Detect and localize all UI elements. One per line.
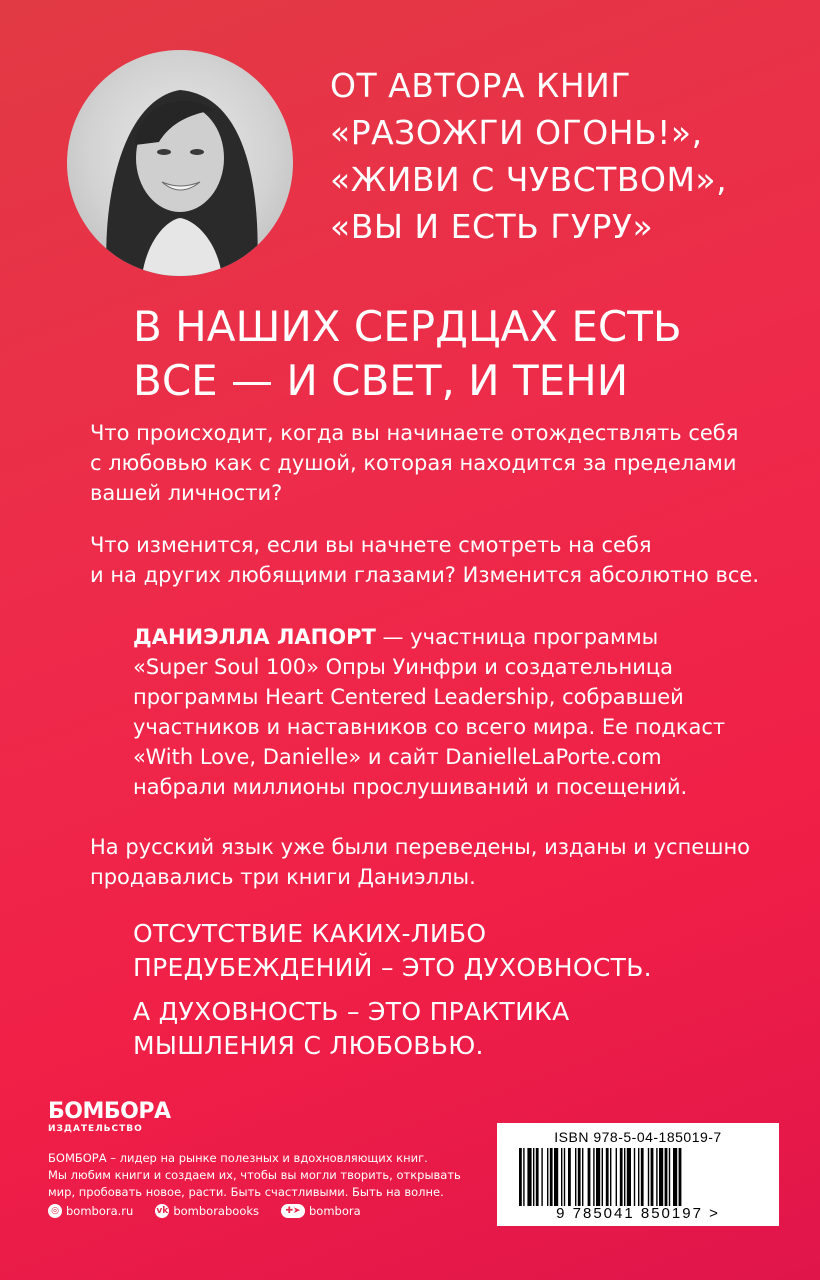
quote-1 [133,917,793,985]
barcode-bar [606,1148,609,1206]
barcode-bar [541,1148,542,1206]
barcode-bar [620,1148,623,1206]
paragraph-line: вашей личности? [90,481,283,505]
barcode-bar [656,1148,657,1206]
barcode-bar [651,1148,654,1206]
barcode-bar [673,1148,677,1206]
barcode-bar [669,1148,670,1206]
paragraph-line: и на других любящими глазами? Изменится абсолютно все. [90,563,760,587]
paragraph-line: Что изменится, если вы начнете смотреть на себя [90,533,652,557]
barcode-bar [519,1148,522,1206]
bio-line: «Super Soul 100» Опры Уинфри и создательница [133,655,674,679]
quote-line: А ДУХОВНОСТЬ – ЭТО ПРАКТИКА [133,997,570,1026]
barcode-bar [627,1148,631,1206]
publisher-description-line: мир, пробовать новое, расти. Быть счастливыми. Быть на волне. [48,1185,444,1199]
author-name: ДАНИЭЛЛА ЛАПОРТ [133,625,376,649]
bio-line: программы Heart Centered Leadership, собравшей [133,685,684,709]
barcode-image [519,1148,757,1206]
paragraph-line: На русский язык уже были переведены, изданы и успешно [90,835,751,859]
author-bio [133,622,793,802]
barcode-bar [665,1148,668,1206]
barcode-bar [648,1148,649,1206]
barcode-bar [634,1148,635,1206]
paragraph-line: Что происходит, когда вы начинаете отождествлять себя [90,421,739,445]
barcode-bar [582,1148,583,1206]
tagline-line: ВСЕ — И СВЕТ, И ТЕНИ [133,356,629,405]
barcode-bar [659,1148,663,1206]
tagline-line: В НАШИХ СЕРДЦАХ ЕСТЬ [133,302,682,351]
author-portrait-image [67,50,293,276]
headline-line: ОТ АВТОРА КНИГ [330,66,631,105]
barcode-bar [596,1148,600,1206]
intro-paragraph-2 [90,530,780,590]
quote-line: ПРЕДУБЕЖДЕНИЙ – ЭТО ДУХОВНОСТЬ. [133,953,652,982]
barcode-bar [568,1148,571,1206]
barcode-bar [679,1148,682,1206]
barcode-bar [561,1148,562,1206]
bio-line: участников и наставников со всего мира. Ее подкаст [133,715,726,739]
barcode-bar [588,1148,591,1206]
headline-line: «ЖИВИ С ЧУВСТВОМ», [330,160,728,199]
telegram-icon: ✚➤ [281,1204,305,1218]
social-label: bombora [309,1204,361,1218]
isbn-number: ISBN 978-5-04-185019-7 [554,1129,722,1145]
bio-line-rest: — участница программы [375,625,659,649]
social-link-site[interactable] [48,1203,133,1219]
instagram-icon: ◎ [48,1204,62,1218]
social-label: bomborabooks [173,1204,259,1218]
barcode-bar [616,1148,617,1206]
bio-line: «With Love, Danielle» и сайт DanielleLaPorte.com [133,745,662,769]
publisher-description-line: БОМБОРА – лидер на рынке полезных и вдохновляющих книг. [48,1151,428,1165]
publisher-logo [48,1100,170,1135]
publisher-description [48,1150,468,1201]
barcode-bar [523,1148,524,1206]
barcode-bar [547,1148,548,1206]
paragraph-line: продавались три книги Даниэллы. [90,865,476,889]
barcode-bar [554,1148,558,1206]
publisher-name: БОМБОРА [48,1099,171,1124]
barcode-bar [593,1148,594,1206]
social-label: bombora.ru [66,1204,134,1218]
barcode-bar [575,1148,576,1206]
bio-first-line [133,622,793,652]
barcode-bar [533,1148,534,1206]
barcode-bar [641,1148,644,1206]
intro-paragraph-1 [90,418,780,508]
translations-paragraph [90,832,780,892]
barcode-bar [602,1148,603,1206]
barcode-bar [578,1148,581,1206]
barcode-bar [527,1148,531,1206]
barcode-bar [564,1148,565,1206]
social-link-vk[interactable] [155,1203,259,1219]
barcode-bar [550,1148,553,1206]
barcode-bar [536,1148,539,1206]
bio-line: набрали миллионы прослушиваний и посещений. [133,775,688,799]
headline-line: «ВЫ И ЕСТЬ ГУРУ» [330,207,654,246]
quote-2 [133,995,793,1063]
barcode-block [497,1123,779,1226]
publisher-subtitle: ИЗДАТЕЛЬСТВО [48,1124,143,1134]
publisher-socials [48,1203,361,1219]
barcode-digits: 9 785041 850197 > [556,1205,720,1222]
paragraph-line: с любовью как с душой, которая находится за пределами [90,451,737,475]
headline-line: «РАЗОЖГИ ОГОНЬ!», [330,113,703,152]
quote-line: ОТСУТСТВИЕ КАКИХ-ЛИБО [133,919,487,948]
quote-line: МЫШЛЕНИЯ С ЛЮБОВЬЮ. [133,1031,484,1060]
barcode-bar [624,1148,625,1206]
author-other-books [330,62,800,250]
barcode-bar [610,1148,611,1206]
tagline [133,300,793,408]
vk-icon: vk [156,1206,169,1216]
publisher-description-line: Мы любим книги и создаем их, чтобы вы могли творить, открывать [48,1168,461,1182]
barcode-bar [638,1148,639,1206]
social-link-telegram[interactable] [281,1203,361,1219]
author-photo [67,50,293,276]
